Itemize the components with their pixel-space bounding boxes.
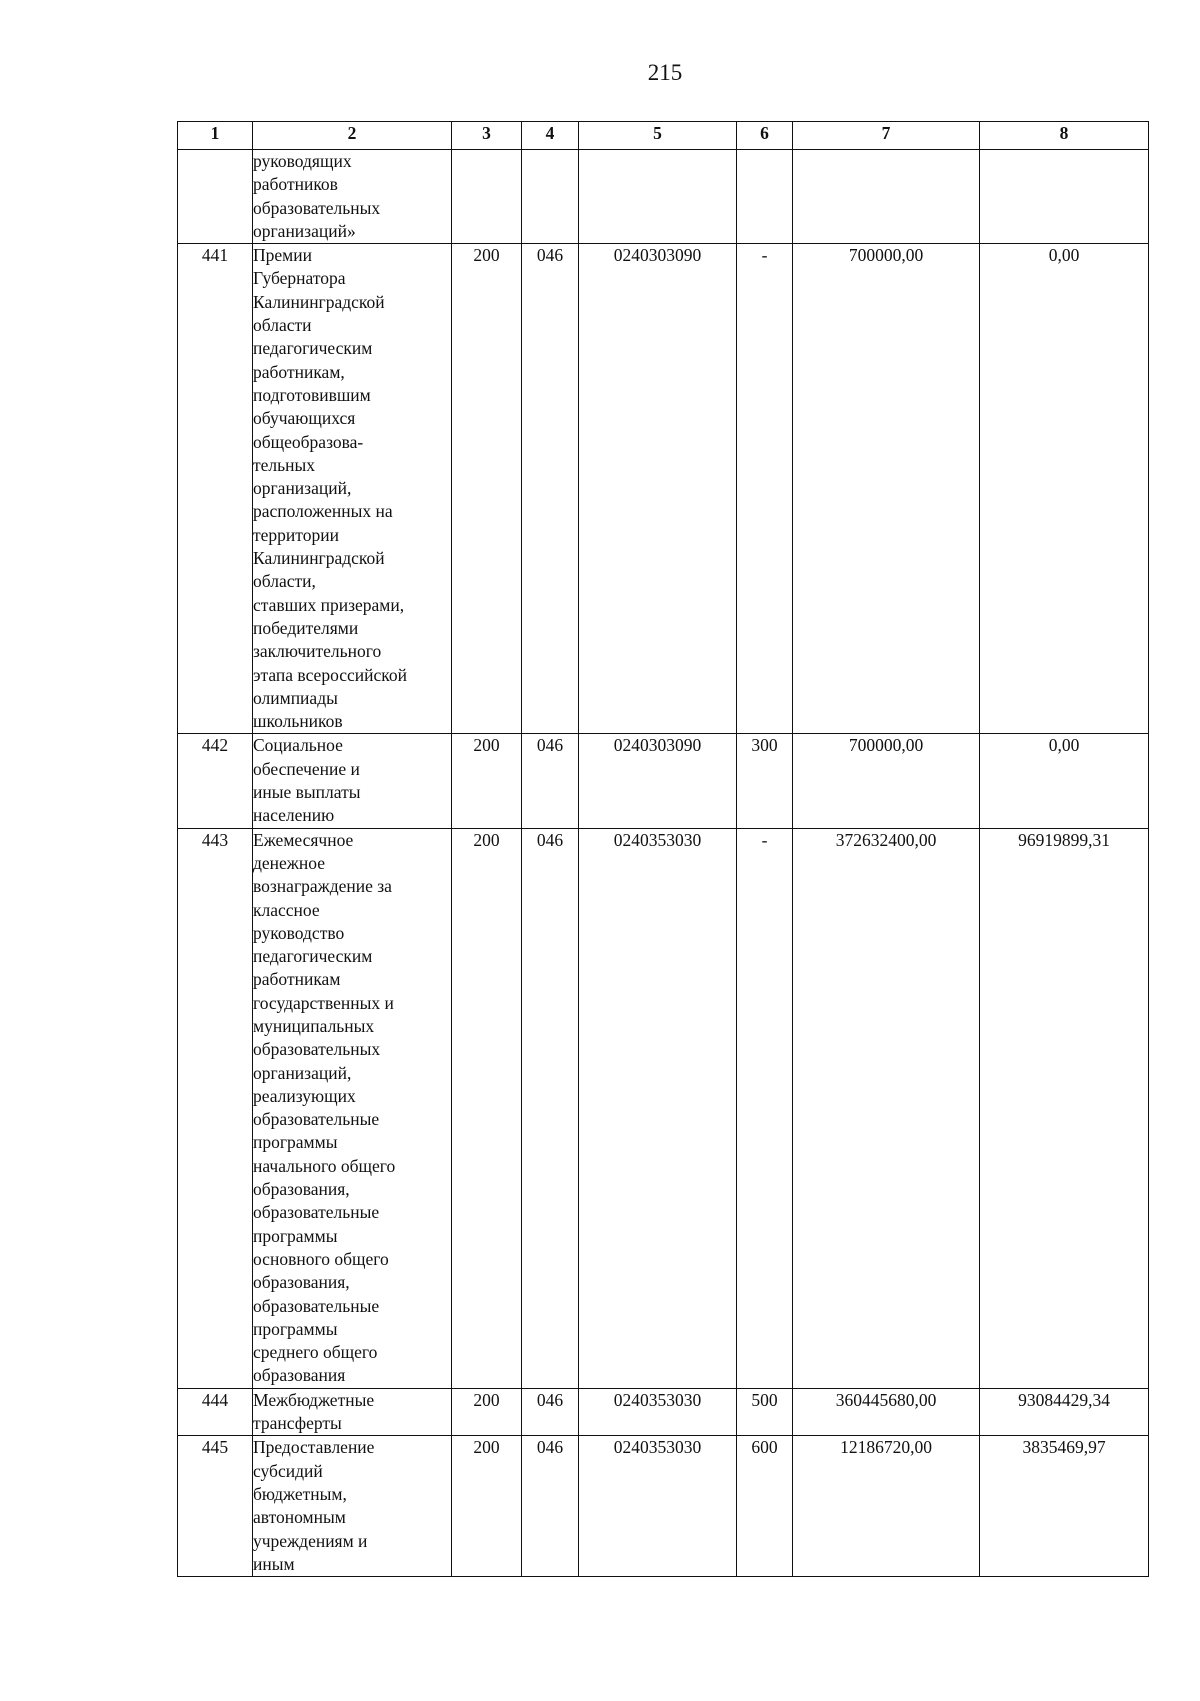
planned-amount-cell: 700000,00	[793, 244, 980, 734]
item-name-line: олимпиады	[253, 687, 338, 708]
item-name-line: области	[253, 315, 312, 336]
item-name-line: трансферты	[253, 1413, 342, 1434]
expense-type-cell	[737, 150, 793, 244]
item-name-line: образования,	[253, 1179, 350, 1200]
item-name-line: педагогическим	[253, 338, 373, 359]
row-number-cell: 443	[178, 828, 253, 1388]
item-name-line: работникам	[253, 969, 341, 990]
item-name-line: образовательные	[253, 1202, 380, 1223]
executed-amount-cell: 3835469,97	[980, 1436, 1149, 1577]
item-name-line: Губернатора	[253, 268, 346, 289]
column-header: 6	[737, 122, 793, 150]
expense-type-cell: -	[737, 828, 793, 1388]
budget-table	[177, 121, 1149, 1577]
item-name-cell	[253, 150, 452, 244]
expense-type-cell: -	[737, 244, 793, 734]
item-name-line: руководящих	[253, 151, 352, 171]
page-number: 215	[647, 60, 683, 85]
section-code-cell: 200	[452, 1388, 522, 1436]
executed-amount-cell	[980, 150, 1149, 244]
item-name-line: Калининградской	[253, 291, 385, 312]
column-header: 1	[178, 122, 253, 150]
item-name-line: классное	[253, 899, 320, 920]
item-name-line: образовательные	[253, 1109, 380, 1130]
item-name-line: Ежемесячное	[253, 829, 354, 850]
item-name-line: Социальное	[253, 735, 343, 756]
item-name-cell	[253, 1436, 452, 1577]
target-article-cell: 0240303090	[579, 244, 737, 734]
item-name-line: образования	[253, 1365, 346, 1386]
item-name-line: автономным	[253, 1507, 346, 1528]
item-name-line: иным	[253, 1553, 295, 1574]
item-name-line: подготовившим	[253, 384, 371, 405]
item-name-line: территории	[253, 524, 339, 545]
section-code-cell: 200	[452, 1436, 522, 1577]
chapter-code-cell	[522, 150, 579, 244]
executed-amount-cell: 0,00	[980, 244, 1149, 734]
item-name-line: школьников	[253, 711, 343, 732]
item-name-cell	[253, 244, 452, 734]
table-row	[178, 734, 1149, 828]
planned-amount-cell: 12186720,00	[793, 1436, 980, 1577]
table-body	[178, 150, 1149, 1577]
item-name-line: населению	[253, 805, 335, 826]
row-number-cell: 445	[178, 1436, 253, 1577]
row-number-cell: 442	[178, 734, 253, 828]
header-row	[178, 122, 1149, 150]
item-name-cell	[253, 828, 452, 1388]
chapter-code-cell: 046	[522, 734, 579, 828]
chapter-code-cell: 046	[522, 1388, 579, 1436]
table-row	[178, 828, 1149, 1388]
item-name-line: организаций,	[253, 478, 352, 499]
row-number-cell: 441	[178, 244, 253, 734]
chapter-code-cell: 046	[522, 1436, 579, 1577]
section-code-cell: 200	[452, 734, 522, 828]
item-name-line: организаций,	[253, 1062, 352, 1083]
item-name-line: вознаграждение за	[253, 876, 392, 897]
chapter-code-cell: 046	[522, 828, 579, 1388]
column-header: 8	[980, 122, 1149, 150]
item-name-line: Премии	[253, 245, 312, 266]
expense-type-cell: 500	[737, 1388, 793, 1436]
target-article-cell: 0240353030	[579, 828, 737, 1388]
row-number-cell: 444	[178, 1388, 253, 1436]
row-number-cell	[178, 150, 253, 244]
item-name-line: этапа всероссийской	[253, 664, 408, 685]
item-name-line: программы	[253, 1225, 338, 1246]
item-name-line: образовательных	[253, 1039, 381, 1060]
item-name-line: среднего общего	[253, 1342, 378, 1363]
planned-amount-cell: 360445680,00	[793, 1388, 980, 1436]
item-name-line: обучающихся	[253, 408, 356, 429]
executed-amount-cell: 96919899,31	[980, 828, 1149, 1388]
item-name-line: Предоставление	[253, 1437, 375, 1458]
item-name-line: расположенных на	[253, 501, 393, 522]
item-name-line: руководство	[253, 922, 345, 943]
target-article-cell: 0240303090	[579, 734, 737, 828]
table-row	[178, 1436, 1149, 1577]
column-header: 2	[253, 122, 452, 150]
table-row	[178, 150, 1149, 244]
target-article-cell: 0240353030	[579, 1388, 737, 1436]
section-code-cell: 200	[452, 828, 522, 1388]
item-name-line: Калининградской	[253, 548, 385, 569]
column-header: 3	[452, 122, 522, 150]
target-article-cell: 0240353030	[579, 1436, 737, 1577]
item-name-line: победителями	[253, 617, 359, 638]
planned-amount-cell: 372632400,00	[793, 828, 980, 1388]
item-name-line: муниципальных	[253, 1015, 375, 1036]
item-name-line: субсидий	[253, 1460, 323, 1481]
item-name-line: образовательные	[253, 1295, 380, 1316]
item-name-line: области,	[253, 571, 316, 592]
expense-type-cell: 600	[737, 1436, 793, 1577]
item-name-line: педагогическим	[253, 946, 373, 967]
item-name-line: государственных и	[253, 992, 394, 1013]
column-header: 5	[579, 122, 737, 150]
planned-amount-cell	[793, 150, 980, 244]
item-name-line: общеобразова-	[253, 431, 364, 452]
executed-amount-cell: 93084429,34	[980, 1388, 1149, 1436]
item-name-cell	[253, 734, 452, 828]
item-name-line: начального общего	[253, 1155, 396, 1176]
item-name-line: реализующих	[253, 1085, 356, 1106]
target-article-cell	[579, 150, 737, 244]
table-row	[178, 1388, 1149, 1436]
item-name-line: денежное	[253, 852, 325, 873]
section-code-cell: 200	[452, 244, 522, 734]
item-name-line: образовательных	[253, 197, 381, 218]
item-name-line: организаций»	[253, 220, 356, 241]
item-name-line: основного общего	[253, 1248, 389, 1269]
planned-amount-cell: 700000,00	[793, 734, 980, 828]
item-name-line: программы	[253, 1132, 338, 1153]
chapter-code-cell: 046	[522, 244, 579, 734]
column-header: 4	[522, 122, 579, 150]
item-name-line: тельных	[253, 454, 316, 475]
item-name-line: работников	[253, 174, 338, 195]
table-row	[178, 244, 1149, 734]
item-name-line: работникам,	[253, 361, 345, 382]
item-name-line: обеспечение и	[253, 758, 360, 779]
item-name-line: учреждениям и	[253, 1530, 368, 1551]
column-header: 7	[793, 122, 980, 150]
item-name-line: заключительного	[253, 641, 382, 662]
item-name-line: Межбюджетные	[253, 1389, 375, 1410]
section-code-cell	[452, 150, 522, 244]
item-name-line: иные выплаты	[253, 782, 361, 803]
item-name-line: ставших призерами,	[253, 594, 405, 615]
item-name-cell	[253, 1388, 452, 1436]
executed-amount-cell: 0,00	[980, 734, 1149, 828]
expense-type-cell: 300	[737, 734, 793, 828]
item-name-line: образования,	[253, 1272, 350, 1293]
item-name-line: программы	[253, 1318, 338, 1339]
item-name-line: бюджетным,	[253, 1483, 347, 1504]
